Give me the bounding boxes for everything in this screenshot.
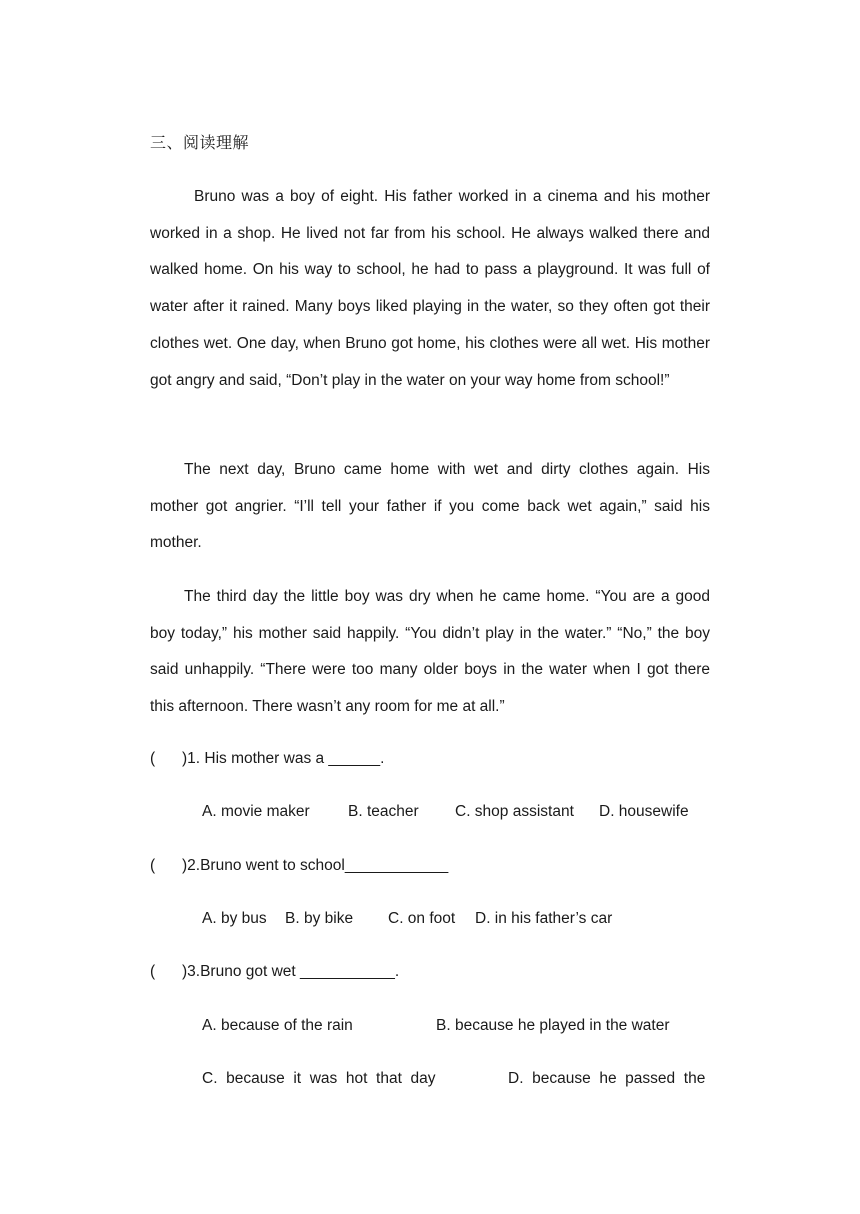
passage-paragraph-2 bbox=[150, 452, 710, 562]
option-d: D. in his father’s car bbox=[475, 910, 613, 927]
question-text: )3.Bruno got wet ___________. bbox=[182, 963, 400, 980]
question-text: )2.Bruno went to school____________ bbox=[182, 857, 449, 874]
answer-blank-paren[interactable]: ( bbox=[150, 963, 156, 980]
option-b: B. because he played in the water bbox=[436, 1017, 670, 1034]
option-b: B. by bike bbox=[285, 910, 354, 927]
passage-paragraph-1 bbox=[150, 179, 710, 399]
question-1 bbox=[150, 750, 384, 768]
option-b: B. teacher bbox=[348, 803, 419, 820]
paragraph-text: The third day the little boy was dry when he came home. “You are a good boy today,” his mother said happily. “You didn’t play in the water.” “No,” the boy said unhappily. “There were too many older boys in the water when I got there this afternoon. There wasn’t any room for me at all.” bbox=[150, 588, 710, 716]
option-d: D. housewife bbox=[599, 803, 689, 820]
question-2 bbox=[150, 857, 448, 875]
question-3 bbox=[150, 963, 399, 981]
section-heading: 三、阅读理解 bbox=[150, 133, 250, 152]
answer-blank-paren[interactable]: ( bbox=[150, 750, 156, 767]
option-d: D. because he passed the bbox=[508, 1070, 706, 1087]
option-a: A. movie maker bbox=[202, 803, 310, 820]
paragraph-text: Bruno was a boy of eight. His father worked in a cinema and his mother worked in a shop. He lived not far from his school. He always walked there and walked home. On his way to school, he had to pass a playground. It was full of water after it rained. Many boys liked playing in the water, so they often got their clothes wet. One day, when Bruno got home, his clothes were all wet. His mother got angry and said, “Don’t play in the water on your way home from school!” bbox=[150, 188, 710, 389]
option-c: C. shop assistant bbox=[455, 803, 574, 820]
option-a: A. because of the rain bbox=[202, 1017, 353, 1034]
option-c: C. on foot bbox=[388, 910, 456, 927]
question-text: )1. His mother was a ______. bbox=[182, 750, 385, 767]
option-a: A. by bus bbox=[202, 910, 267, 927]
passage-paragraph-3 bbox=[150, 579, 710, 726]
option-c: C. because it was hot that day bbox=[202, 1070, 436, 1087]
paragraph-text: The next day, Bruno came home with wet and dirty clothes again. His mother got angrier. “I’ll tell your father if you come back wet again,” said his mother. bbox=[150, 461, 710, 552]
answer-blank-paren[interactable]: ( bbox=[150, 857, 156, 874]
